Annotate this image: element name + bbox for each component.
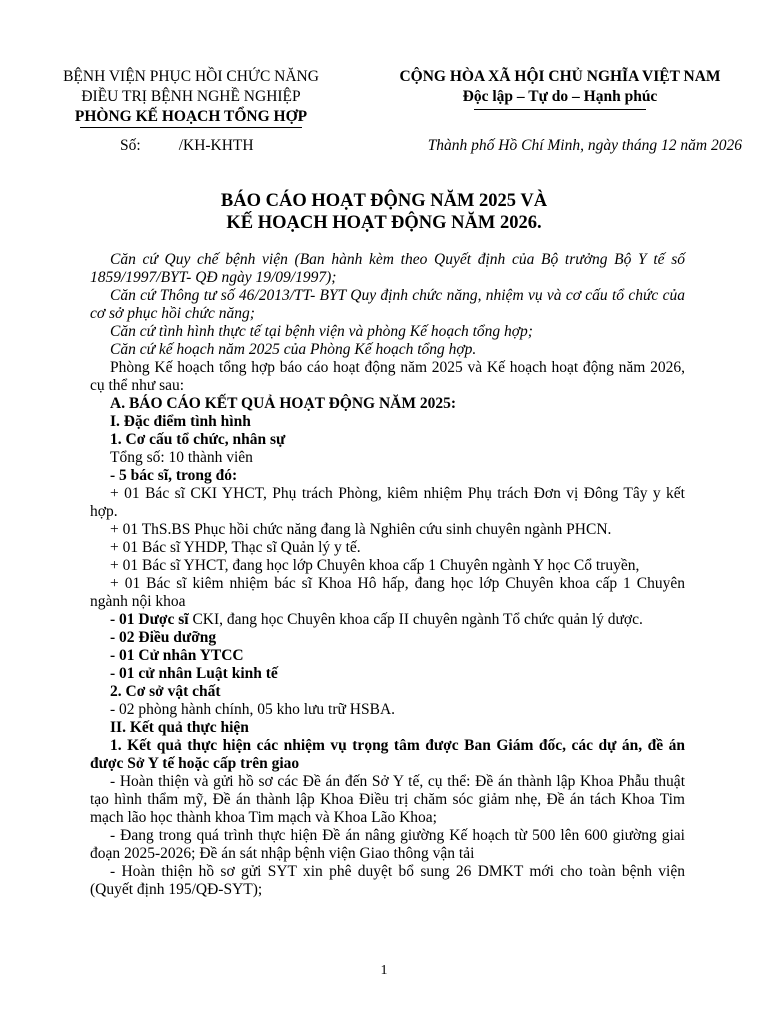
public-health-item: - 01 Cử nhân YTCC bbox=[110, 647, 244, 664]
pharmacist-label: - 01 Dược sĩ bbox=[110, 611, 189, 628]
national-motto: Độc lập – Tự do – Hạnh phúc bbox=[462, 88, 658, 105]
staff-total: Tổng số: 10 thành viên bbox=[110, 449, 253, 466]
pharmacist-detail: CKI, đang học Chuyên khoa cấp II chuyên ngành Tổ chức quản lý dược. bbox=[188, 611, 643, 628]
title-line-1: BÁO CÁO HOẠT ĐỘNG NĂM 2025 VÀ bbox=[220, 191, 548, 211]
document-number-label: Số: bbox=[120, 137, 141, 154]
motto-underline bbox=[474, 109, 646, 110]
task-item: - Hoàn thiện hồ sơ gửi SYT xin phê duyệt bổ sung 26 DMKT mới cho toàn bệnh viện (Quyết định 195/QĐ-SYT); bbox=[90, 863, 685, 898]
page-number: 1 bbox=[380, 963, 388, 978]
legal-basis-2: Căn cứ Thông tư số 46/2013/TT- BYT Quy định chức năng, nhiệm vụ và cơ cấu tổ chức của cơ sở phục hồi chức năng; bbox=[90, 287, 685, 322]
doctor-item: + 01 Bác sĩ YHCT, đang học lớp Chuyên khoa cấp 1 Chuyên ngành Y học Cổ truyền, bbox=[110, 557, 640, 574]
department-name: PHÒNG KẾ HOẠCH TỔNG HỢP bbox=[74, 108, 308, 125]
heading-staffing: 1. Cơ cấu tổ chức, nhân sự bbox=[110, 431, 286, 448]
place-date: Thành phố Hồ Chí Minh, ngày tháng 12 năm 2026 bbox=[427, 137, 742, 154]
document-number bbox=[120, 137, 254, 155]
document-title bbox=[84, 190, 684, 234]
legal-basis-1: Căn cứ Quy chế bệnh viện (Ban hành kèm theo Quyết định của Bộ trưởng Bộ Y tế số 1859/1997/BYT- QĐ ngày 19/09/1997); bbox=[90, 251, 685, 286]
title-line-2: KẾ HOẠCH HOẠT ĐỘNG NĂM 2026. bbox=[226, 213, 542, 233]
facilities-item: - 02 phòng hành chính, 05 kho lưu trữ HSBA. bbox=[110, 701, 396, 718]
doctor-item: + 01 Bác sĩ kiêm nhiệm bác sĩ Khoa Hô hấp, đang học lớp Chuyên khoa cấp 1 Chuyên ngành nội khoa bbox=[90, 575, 685, 610]
section-i-heading: I. Đặc điểm tình hình bbox=[110, 413, 251, 430]
task-item: - Hoàn thiện và gửi hồ sơ các Đề án đến Sở Y tế, cụ thể: Đề án thành lập Khoa Phẫu thuật tạo hình thẩm mỹ, Đề án thành lập Khoa Điều trị chăm sóc giảm nhẹ, Đề án tách Khoa Tim mạch lão học thành khoa Tim mạch và Khoa Lão Khoa; bbox=[90, 773, 685, 826]
nurses-item: - 02 Điều dưỡng bbox=[110, 629, 217, 646]
national-header bbox=[392, 67, 728, 110]
heading-facilities: 2. Cơ sở vật chất bbox=[110, 683, 221, 700]
section-ii-heading: II. Kết quả thực hiện bbox=[110, 719, 249, 736]
law-item: - 01 cử nhân Luật kinh tế bbox=[110, 665, 278, 682]
doctor-item: + 01 ThS.BS Phục hồi chức năng đang là Nghiên cứu sinh chuyên ngành PHCN. bbox=[110, 521, 612, 538]
document-body bbox=[90, 251, 685, 899]
pharmacist-item bbox=[90, 611, 685, 629]
issuer-header bbox=[40, 67, 342, 128]
hospital-name: BỆNH VIỆN PHỤC HỒI CHỨC NĂNG bbox=[63, 68, 319, 85]
national-title: CỘNG HÒA XÃ HỘI CHỦ NGHĨA VIỆT NAM bbox=[399, 68, 721, 85]
intro-paragraph: Phòng Kế hoạch tổng hợp báo cáo hoạt động năm 2025 và Kế hoạch hoạt động năm 2026, cụ thể như sau: bbox=[90, 359, 685, 394]
section-a-heading: A. BÁO CÁO KẾT QUẢ HOẠT ĐỘNG NĂM 2025: bbox=[110, 395, 457, 412]
department-underline bbox=[80, 127, 302, 128]
task-item: - Đang trong quá trình thực hiện Đề án nâng giường Kế hoạch từ 500 lên 600 giường giai đoạn 2025-2026; Đề án sát nhập bệnh viện Giao thông vận tải bbox=[90, 827, 685, 862]
legal-basis-3: Căn cứ tình hình thực tế tại bệnh viện và phòng Kế hoạch tổng hợp; bbox=[110, 323, 533, 340]
legal-basis-4: Căn cứ kế hoạch năm 2025 của Phòng Kế hoạch tổng hợp. bbox=[110, 341, 477, 358]
hospital-subname: ĐIỀU TRỊ BỆNH NGHỀ NGHIỆP bbox=[81, 88, 301, 105]
document-number-code: /KH-KHTH bbox=[178, 137, 254, 154]
heading-key-tasks: 1. Kết quả thực hiện các nhiệm vụ trọng tâm được Ban Giám đốc, các dự án, đề án được Sở Y tế hoặc cấp trên giao bbox=[90, 737, 685, 772]
doctor-item: + 01 Bác sĩ YHDP, Thạc sĩ Quản lý y tế. bbox=[110, 539, 361, 556]
doctors-heading: - 5 bác sĩ, trong đó: bbox=[110, 467, 238, 484]
doctor-item: + 01 Bác sĩ CKI YHCT, Phụ trách Phòng, kiêm nhiệm Phụ trách Đơn vị Đông Tây y kết hợp. bbox=[90, 485, 685, 520]
